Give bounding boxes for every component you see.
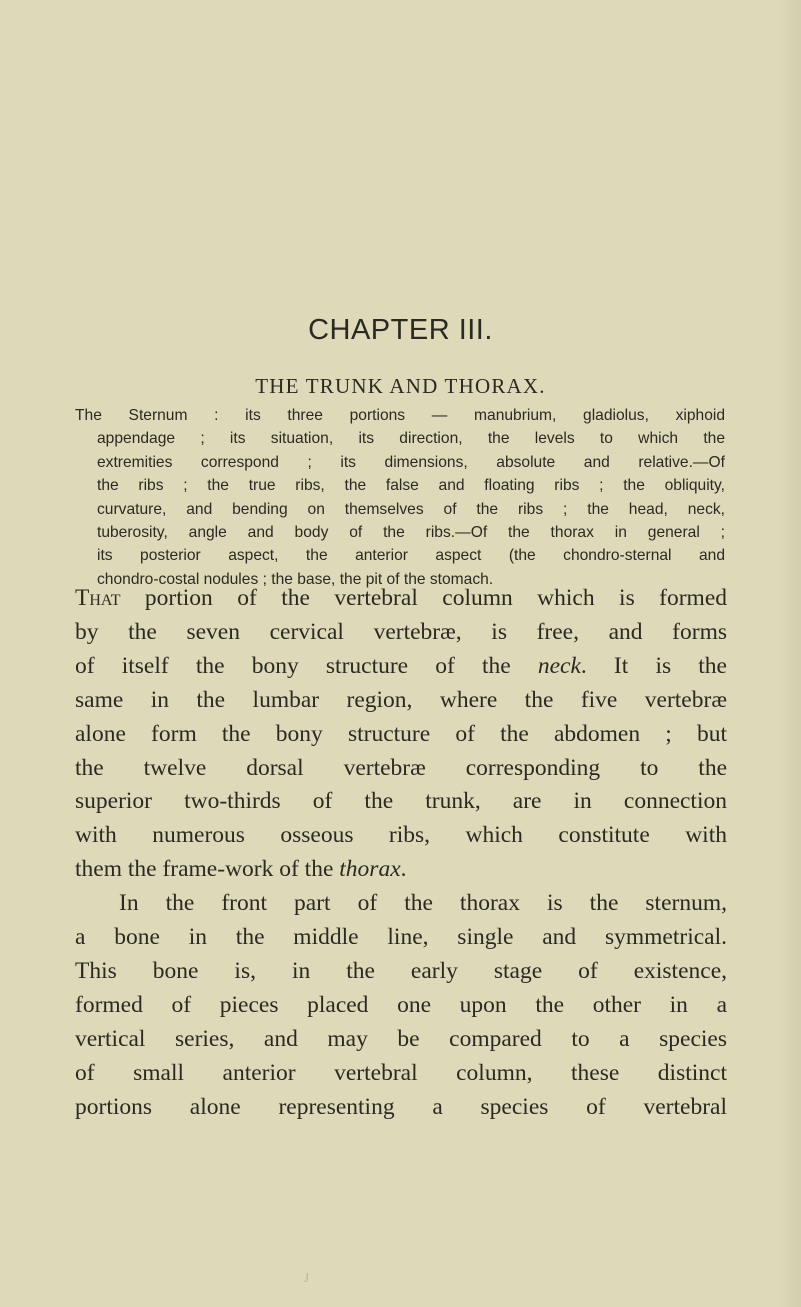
synopsis-line: chondro-costal nodules ; the base, the pit of the stomach. (97, 570, 494, 588)
body-line: them the frame-work of the thorax. (75, 856, 407, 883)
synopsis-line: extremities correspond ; its dimensions, absolute and relative.—Of (97, 453, 725, 471)
drop-cap-word: That (75, 585, 121, 611)
body-line: of itself the bony structure of the neck. It is the (75, 652, 727, 679)
chapter-title: THE TRUNK AND THORAX. (255, 374, 546, 398)
italic-term-thorax: thorax (339, 856, 401, 883)
body-line: That portion of the vertebral column which is formed (75, 585, 727, 611)
body-line: with numerous osseous ribs, which constitute with (75, 822, 727, 849)
body-line: superior two-thirds of the trunk, are in connection (75, 788, 727, 815)
synopsis-line: appendage ; its situation, its direction, the levels to which the (97, 430, 725, 448)
body-line: by the seven cervical vertebræ, is free, and forms (75, 618, 727, 645)
body-line: portions alone representing a species of vertebral (75, 1093, 727, 1120)
body-line: In the front part of the thorax is the sternum, (119, 890, 727, 917)
chapter-heading: CHAPTER III. (308, 314, 493, 346)
synopsis-line: the ribs ; the true ribs, the false and floating ribs ; the obliquity, (97, 477, 725, 495)
chapter-synopsis (75, 404, 725, 591)
synopsis-line: The Sternum : its three portions — manubrium, gladiolus, xiphoid (75, 407, 725, 424)
body-line: formed of pieces placed one upon the other in a (75, 991, 727, 1018)
synopsis-line: tuberosity, angle and body of the ribs.—Of the thorax in general ; (97, 524, 725, 542)
body-line: the twelve dorsal vertebræ corresponding to the (75, 754, 727, 781)
body-line: This bone is, in the early stage of existence, (75, 957, 727, 984)
synopsis-line: its posterior aspect, the anterior aspect (the chondro-sternal and (97, 547, 725, 565)
body-line: vertical series, and may be compared to a species (75, 1025, 727, 1052)
italic-term-neck: neck (537, 652, 581, 679)
body-text (75, 582, 727, 1125)
page-signature-mark: J (304, 1270, 310, 1285)
body-line: same in the lumbar region, where the five vertebræ (75, 686, 727, 713)
synopsis-line: curvature, and bending on themselves of the ribs ; the head, neck, (97, 500, 725, 518)
body-line: alone form the bony structure of the abdomen ; but (75, 720, 727, 747)
body-line: of small anterior vertebral column, these distinct (75, 1059, 727, 1086)
body-line: a bone in the middle line, single and symmetrical. (75, 924, 727, 951)
